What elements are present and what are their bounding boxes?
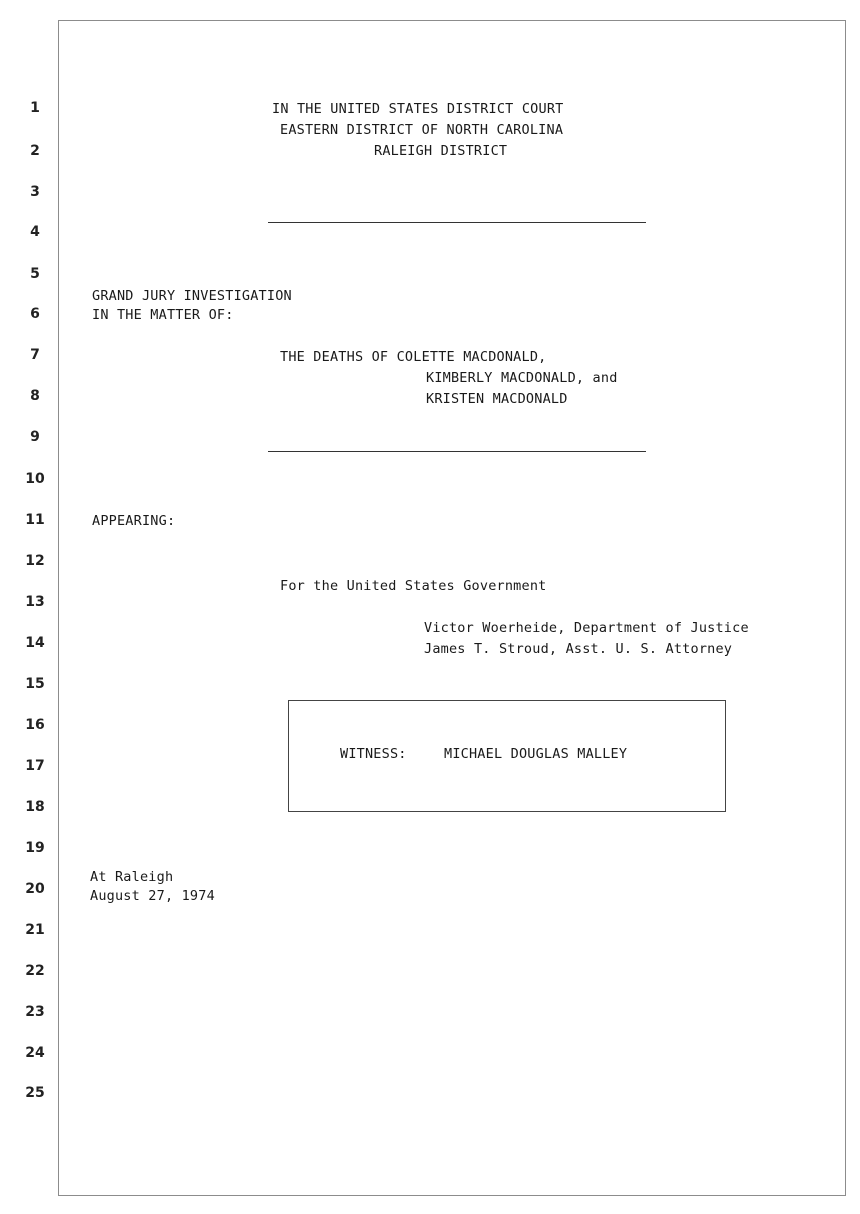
line-number: 5 xyxy=(30,266,40,282)
line-number: 12 xyxy=(25,553,45,569)
line-number: 17 xyxy=(25,758,45,774)
line-number: 24 xyxy=(25,1045,45,1061)
line-number: 10 xyxy=(25,471,45,487)
court-name: IN THE UNITED STATES DISTRICT COURT xyxy=(272,101,564,117)
deaths-line-2: KIMBERLY MACDONALD, and xyxy=(426,370,618,386)
witness-name: MICHAEL DOUGLAS MALLEY xyxy=(444,746,628,762)
line-number: 13 xyxy=(25,594,45,610)
line-number: 9 xyxy=(30,429,40,445)
page-border xyxy=(58,20,846,1196)
witness-label: WITNESS: xyxy=(340,746,407,762)
line-number: 6 xyxy=(30,306,40,322)
matter-subtitle: IN THE MATTER OF: xyxy=(92,307,234,323)
caption-rule-bottom xyxy=(268,451,646,452)
line-number: 8 xyxy=(30,388,40,404)
place: At Raleigh xyxy=(90,869,174,885)
attorney-2: James T. Stroud, Asst. U. S. Attorney xyxy=(424,641,733,657)
line-number: 23 xyxy=(25,1004,45,1020)
line-number: 15 xyxy=(25,676,45,692)
deaths-line-1: THE DEATHS OF COLETTE MACDONALD, xyxy=(280,349,547,365)
line-number: 19 xyxy=(25,840,45,856)
appearing-label: APPEARING: xyxy=(92,513,176,529)
line-number: 14 xyxy=(25,635,45,651)
line-number: 1 xyxy=(30,100,40,116)
line-number: 3 xyxy=(30,184,40,200)
deaths-line-3: KRISTEN MACDONALD xyxy=(426,391,568,407)
attorney-1: Victor Woerheide, Department of Justice xyxy=(424,620,749,636)
line-number: 7 xyxy=(30,347,40,363)
line-number: 20 xyxy=(25,881,45,897)
line-number: 18 xyxy=(25,799,45,815)
line-number: 4 xyxy=(30,224,40,240)
matter-title: GRAND JURY INVESTIGATION xyxy=(92,288,292,304)
line-number: 11 xyxy=(25,512,45,528)
court-division: RALEIGH DISTRICT xyxy=(374,143,508,159)
line-number: 2 xyxy=(30,143,40,159)
caption-rule-top xyxy=(268,222,646,223)
court-district: EASTERN DISTRICT OF NORTH CAROLINA xyxy=(280,122,564,138)
government-label: For the United States Government xyxy=(280,578,547,594)
line-number: 16 xyxy=(25,717,45,733)
line-number: 21 xyxy=(25,922,45,938)
line-number: 25 xyxy=(25,1085,45,1101)
date: August 27, 1974 xyxy=(90,888,215,904)
line-number: 22 xyxy=(25,963,45,979)
